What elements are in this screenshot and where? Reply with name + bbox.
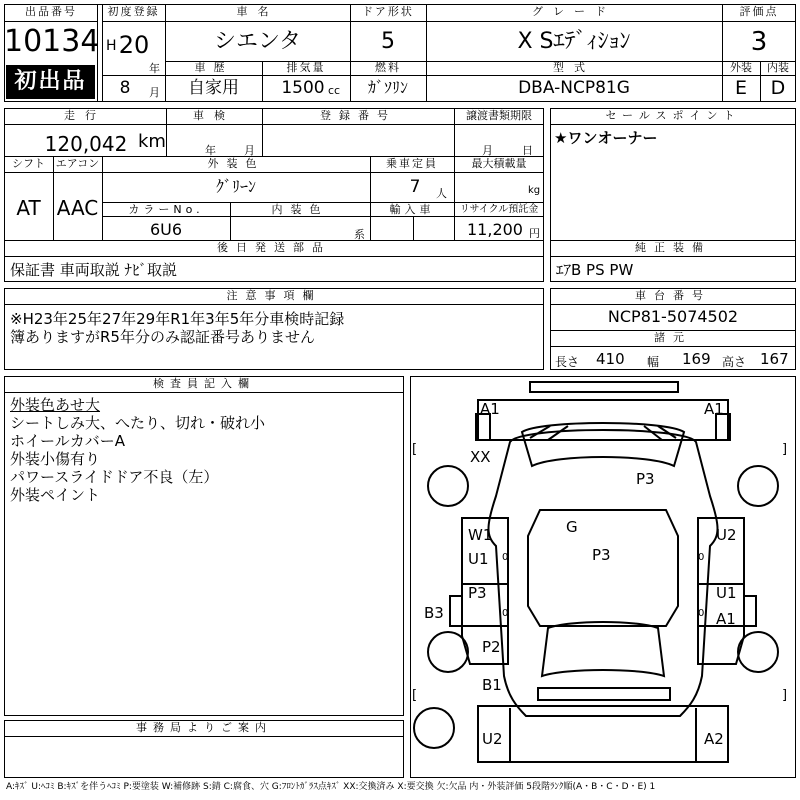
bracket-left-front: [: [412, 442, 418, 457]
reg-year: 20: [118, 31, 150, 59]
lot-label: 出品番号: [25, 5, 77, 18]
equipment-label: 純正装備: [635, 241, 711, 254]
fuel: ｶﾞｿﾘﾝ: [367, 78, 408, 97]
first-reg-label: 初度登録: [107, 5, 160, 18]
ext-color-label: 外装色: [207, 157, 265, 170]
interior-grade: D: [770, 77, 786, 99]
capacity-unit: 人: [436, 187, 447, 200]
mark-left-sill: B3: [424, 604, 444, 622]
caution-line: 簿ありますがR5年分のみ認証番号ありません: [10, 328, 315, 346]
recycle-unit: 円: [529, 227, 540, 240]
dims-label: 諸元: [654, 331, 692, 344]
recycle: 11,200: [467, 220, 523, 239]
zero-mark: 0: [698, 608, 705, 619]
history: 自家用: [188, 78, 239, 98]
mark-rear-left: U2: [482, 730, 503, 748]
inspection-label: 車検: [193, 109, 235, 122]
mark-roof: P3: [592, 546, 611, 564]
shift-label: シフト: [12, 157, 45, 170]
width: 169: [682, 350, 711, 368]
displacement-label: 排気量: [286, 61, 326, 74]
width-label: 幅: [647, 355, 660, 369]
shift: AT: [16, 196, 41, 220]
int-color-label: 内装色: [271, 203, 329, 216]
car-name-label: 車名: [236, 5, 279, 18]
mileage-label: 走行: [64, 109, 106, 122]
score-label: 評価点: [739, 5, 779, 18]
mark-front-left: A1: [480, 400, 500, 418]
mileage-unit: km: [138, 131, 166, 152]
doors: 5: [381, 29, 395, 54]
transfer-day-unit: 日: [522, 144, 533, 157]
parts-label: 後日発送部品: [217, 241, 331, 254]
inspector-line: ホイールカバーA: [10, 432, 125, 450]
office-label: 事務局よりご案内: [136, 721, 272, 734]
max-load-unit: kg: [528, 185, 541, 196]
inspector-notes: [10, 396, 265, 504]
model: DBA-NCP81G: [518, 78, 630, 98]
mark-left-front-door-u: U1: [468, 550, 489, 568]
ac: AAC: [56, 196, 99, 220]
grade: X Sｴﾃﾞｨｼｮﾝ: [517, 29, 631, 54]
capacity-label: 乗車定員: [386, 157, 438, 170]
length: 410: [596, 350, 625, 368]
displacement: 1500: [281, 78, 325, 98]
mark-left-rear-quarter: P2: [482, 638, 501, 656]
mark-hood: P3: [636, 470, 655, 488]
interior-label: 内装: [767, 61, 789, 74]
insp-month-unit: 月: [244, 144, 255, 157]
caution-label: 注意事項欄: [226, 289, 322, 302]
mark-left-rear-door: P3: [468, 584, 487, 602]
door-label: ドア形状: [362, 5, 414, 18]
era: H: [106, 38, 117, 54]
inspector-label: 検査員記入欄: [153, 377, 255, 390]
length-label: 長さ: [555, 355, 580, 369]
legend: A:ｷｽﾞ U:ﾍｺﾐ B:ｷｽﾞを伴うﾍｺﾐ P:要塗装 W:補修跡 S:錆 C:腐食、穴 G:ﾌﾛﾝﾄｶﾞﾗｽ点ｷｽﾞ XX:交換済み X:要交換 欠:欠品 内・外装評価 5段階ﾗﾝｸ順(A・B・C・D・E) 1: [6, 782, 656, 792]
mark-rear-right: A2: [704, 730, 724, 748]
transfer-label: 譲渡書類期限: [466, 109, 532, 122]
inspector-line: 外装色あせ大: [10, 396, 101, 414]
mark-xx: XX: [470, 448, 491, 466]
parts-value: 保証書 車両取説 ﾅﾋﾞ取説: [10, 261, 178, 279]
car-name: シエンタ: [213, 29, 302, 54]
sales-point: ★ワンオーナー: [554, 129, 658, 147]
reg-month: 8: [119, 78, 131, 98]
reg-year-unit: 年: [149, 62, 160, 75]
exterior-label: 外装: [730, 61, 752, 74]
bracket-left-rear: [: [412, 688, 418, 703]
car-diagram: [410, 376, 796, 778]
ext-color: ｸﾞﾘｰﾝ: [215, 177, 256, 196]
lot-number: 10134: [4, 24, 100, 59]
ac-label: エアコン: [55, 157, 100, 170]
mark-left-rear: B1: [482, 676, 502, 694]
height: 167: [760, 350, 789, 368]
caution-line: ※H23年25年27年29年R1年3年5年分車検時記録: [10, 310, 345, 328]
height-label: 高さ: [722, 355, 747, 369]
chassis-number: NCP81-5074502: [607, 307, 739, 326]
inspector-line: 外装小傷有り: [10, 450, 101, 468]
caution-text: [10, 310, 344, 346]
mark-left-front-door-w: W1: [468, 526, 493, 544]
mark-right-rear-door-u: U1: [716, 584, 737, 602]
recycle-label: リサイクル預託金: [459, 204, 539, 215]
mark-glass: G: [566, 518, 578, 536]
score: 3: [750, 27, 768, 57]
int-color-unit: 系: [354, 228, 365, 241]
chassis-label: 車台番号: [635, 289, 711, 302]
insp-year-unit: 年: [205, 144, 216, 157]
zero-mark: 0: [502, 608, 509, 619]
color-no-label: カラーNo.: [128, 203, 204, 216]
transfer-month-unit: 月: [482, 144, 493, 157]
import-label: 輸入車: [389, 203, 435, 216]
mark-front-right: A1: [704, 400, 724, 418]
exterior-grade: E: [734, 77, 747, 99]
inspector-line: シートしみ大、へたり、切れ・破れ小: [10, 414, 266, 432]
mark-right-front-door: U2: [716, 526, 737, 544]
mark-right-rear-door-a: A1: [716, 610, 736, 628]
capacity: 7: [409, 177, 421, 197]
zero-mark: 0: [502, 552, 509, 563]
inspector-line: パワースライドドア不良（左）: [10, 468, 219, 486]
sales-label: セールスポイント: [605, 109, 741, 122]
first-listing-text: 初出品: [14, 69, 87, 94]
reg-number-label: 登録番号: [320, 109, 396, 122]
max-load-label: 最大積載量: [471, 157, 527, 170]
fuel-label: 燃料: [375, 61, 401, 74]
reg-month-unit: 月: [149, 86, 160, 99]
zero-mark: 0: [698, 552, 705, 563]
bracket-right-front: ]: [782, 442, 788, 457]
displacement-unit: cc: [328, 84, 341, 97]
grade-label: グレード: [532, 5, 616, 18]
model-label: 型式: [553, 61, 595, 74]
bracket-right-rear: ]: [782, 688, 788, 703]
inspector-line: 外装ペイント: [10, 486, 101, 504]
color-no: 6U6: [149, 220, 183, 239]
mileage: 120,042: [44, 132, 128, 156]
equipment-value: ｴｱB PS PW: [556, 261, 634, 279]
history-label: 車歴: [194, 61, 233, 74]
